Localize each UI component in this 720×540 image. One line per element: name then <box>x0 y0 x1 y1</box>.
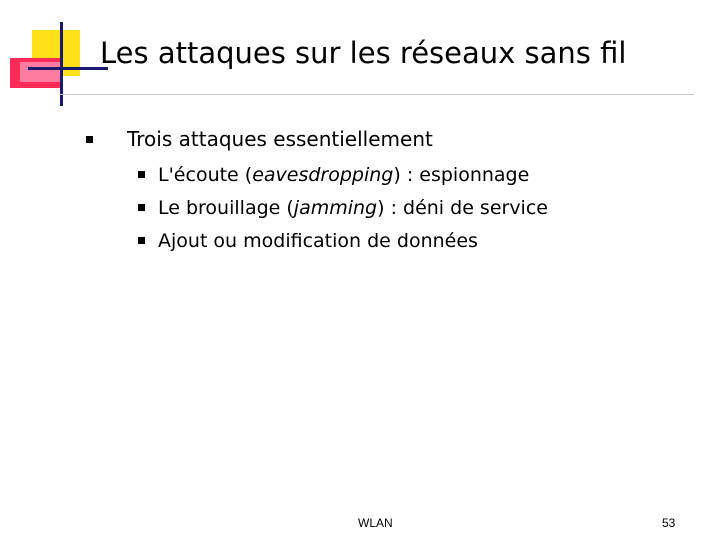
sub-bullet-eavesdropping <box>138 158 548 191</box>
sub-bullet-text: L'écoute (eavesdropping) : espionnage <box>158 163 530 186</box>
bullet-main-text: Trois attaques essentiellement <box>127 127 433 151</box>
title-divider <box>60 94 694 95</box>
bullet-list <box>86 124 548 257</box>
sub-bullet-data-modification <box>138 224 548 257</box>
page-number: 53 <box>662 516 676 530</box>
square-bullet-icon <box>86 136 93 143</box>
sub-bullet-text: Ajout ou modification de données <box>158 229 478 252</box>
footer-label: WLAN <box>358 516 393 530</box>
slide-title: Les attaques sur les réseaux sans fil <box>100 36 627 70</box>
logo-pink-bar <box>20 62 60 82</box>
sub-bullet-text: Le brouillage (jamming) : déni de service <box>158 196 548 219</box>
square-bullet-icon <box>138 171 145 178</box>
sub-bullet-jamming <box>138 191 548 224</box>
sub-bullet-list <box>138 158 548 257</box>
square-bullet-icon <box>138 204 145 211</box>
square-bullet-icon <box>138 237 145 244</box>
bullet-main <box>86 124 548 154</box>
logo-horizontal-line <box>28 67 108 70</box>
